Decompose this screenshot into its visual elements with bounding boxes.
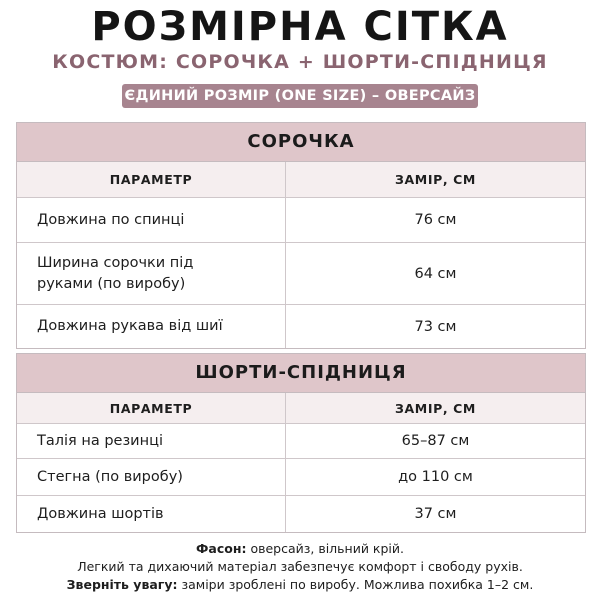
table-row: [17, 305, 585, 348]
note-style-text: оверсайз, вільний крій.: [246, 541, 404, 556]
column-header-measure: ЗАМІР, СМ: [395, 400, 476, 416]
table-row: [17, 198, 585, 243]
parameter-cell: Стегна (по виробу): [17, 459, 286, 495]
parameter-cell: Довжина по спинці: [17, 198, 286, 242]
page-subtitle: КОСТЮМ: СОРОЧКА + ШОРТИ-СПІДНИЦЯ: [52, 51, 548, 73]
parameter-cell: Довжина рукава від шиї: [17, 305, 286, 348]
shirt-size-table: [16, 122, 586, 349]
parameter-cell: Довжина шортів: [17, 496, 286, 532]
measure-cell: 73 см: [414, 318, 457, 335]
measure-cell: 65–87 см: [401, 433, 470, 449]
measure-cell: 37 см: [414, 506, 457, 522]
note-attention-text: заміри зроблені по виробу. Можлива похибка 1–2 см.: [177, 577, 534, 592]
note-style-label: Фасон:: [196, 541, 247, 556]
table-row: [17, 243, 585, 305]
note-material: Легкий та дихаючий матеріал забезпечує комфорт і свободу рухів.: [77, 559, 523, 574]
measure-cell: 64 см: [414, 265, 457, 282]
measure-cell: до 110 см: [398, 469, 473, 485]
note-attention-label: Зверніть увагу:: [66, 577, 178, 592]
table-row: [17, 459, 585, 496]
table-heading: ШОРТИ-СПІДНИЦЯ: [17, 354, 585, 393]
parameter-cell: Талія на резинці: [17, 424, 286, 458]
page-title: РОЗМІРНА СІТКА: [91, 4, 509, 50]
column-header-measure: ЗАМІР, СМ: [395, 172, 476, 187]
table-row: [17, 424, 585, 459]
shorts-skirt-size-table: [16, 353, 586, 533]
measure-cell: 76 см: [414, 212, 457, 228]
column-header-parameter: ПАРАМЕТР: [17, 393, 286, 423]
note-attention: [0, 576, 600, 594]
size-badge: ЄДИНИЙ РОЗМІР (ONE SIZE) – ОВЕРСАЙЗ: [122, 84, 478, 108]
footnotes: [0, 540, 600, 594]
column-header-row: [17, 393, 585, 424]
table-heading: СОРОЧКА: [17, 123, 585, 162]
column-header-parameter: ПАРАМЕТР: [17, 162, 286, 197]
table-row: [17, 496, 585, 532]
parameter-cell: Ширина сорочки під руками (по виробу): [17, 243, 286, 304]
column-header-row: [17, 162, 585, 198]
note-style: [0, 540, 600, 558]
